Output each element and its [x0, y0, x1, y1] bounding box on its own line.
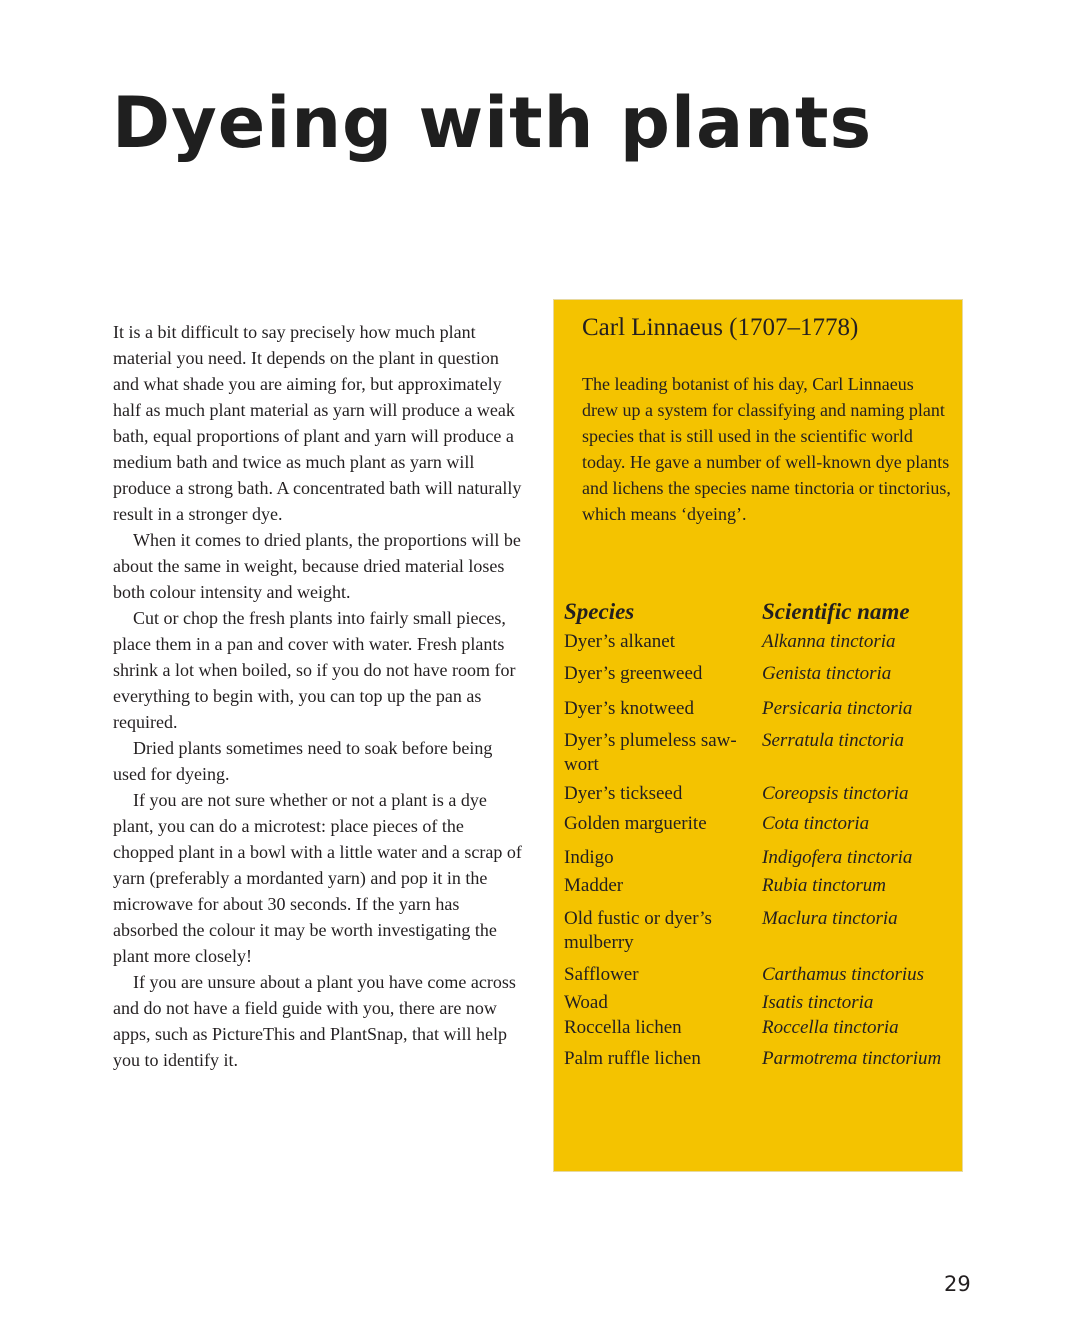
species-cell: Dyer’s alkanet [564, 631, 675, 652]
sidebar-text: The leading botanist of his day, Carl Linnaeus drew up a system for classifying and naming plant species that is still used in the scientific world today. He gave a number of well-known dye plants and lichens the species name tinctoria or tinctorius, which means ‘dyeing’. [582, 374, 951, 524]
scientific-name-cell: Rubia tinctorum [762, 875, 887, 896]
species-cell: Golden marguerite [564, 813, 707, 834]
species-cell: Dyer’s knotweed [564, 698, 694, 719]
scientific-name-cell: Isatis tinctoria [762, 992, 874, 1013]
scientific-name-cell: Coreopsis tinctoria [762, 783, 909, 804]
species-cell: Palm ruffle lichen [564, 1048, 701, 1069]
species-cell: Madder [564, 875, 624, 896]
species-column-header: Species [564, 599, 635, 624]
species-cell: Dyer’s tickseed [564, 783, 683, 804]
species-cell: Safflower [564, 964, 639, 985]
scientific-name-cell: Serratula tinctoria [762, 730, 904, 751]
scientific-name-cell: Alkanna tinctoria [762, 631, 896, 652]
body-text [113, 319, 527, 1073]
scientific-name-cell: Cota tinctoria [762, 813, 870, 834]
body-paragraph: When it comes to dried plants, the proportions will be about the same in weight, because dried material loses both colour intensity and weight. [113, 530, 521, 602]
species-cell: Woad [564, 992, 608, 1013]
species-cell: Dyer’s greenweed [564, 663, 703, 684]
scientific-name-cell: Indigofera tinctoria [762, 847, 913, 868]
linnaeus-sidebar [553, 299, 963, 1172]
species-cell: Old fustic or dyer’s mulberry [564, 908, 712, 953]
species-cell: Roccella lichen [564, 1017, 682, 1038]
scientific-name-cell: Parmotrema tinctorium [762, 1048, 942, 1069]
body-paragraph: Cut or chop the fresh plants into fairly small pieces, place them in a pan and cover with water. Fresh plants shrink a lot when boiled, so if you do not have room for everything to begin with, you can top up the pan as required. [113, 608, 516, 732]
sidebar-title: Carl Linnaeus (1707–1778) [582, 314, 859, 341]
scientific-name-cell: Genista tinctoria [762, 663, 892, 684]
body-paragraph: It is a bit difficult to say precisely how much plant material you need. It depends on the plant in question and what shade you are aiming for, but approximately half as much plant material as yarn will produce a weak bath, equal proportions of plant and yarn will produce a medium bath and twice as much plant as yarn will produce a strong bath. A concentrated bath will naturally result in a stronger dye. [113, 322, 522, 524]
scientific-name-cell: Roccella tinctoria [762, 1017, 899, 1038]
scientific-name-cell: Maclura tinctoria [762, 908, 898, 929]
page-number: 29 [944, 1272, 971, 1296]
body-paragraph: Dried plants sometimes need to soak before being used for dyeing. [113, 738, 493, 784]
scientific-name-column-header: Scientific name [762, 599, 910, 624]
species-cell: Dyer’s plumeless saw-wort [564, 730, 737, 775]
page-title: Dyeing with plants [112, 82, 873, 164]
scientific-name-cell: Carthamus tinctorius [762, 964, 925, 985]
body-paragraph: If you are not sure whether or not a plant is a dye plant, you can do a microtest: place pieces of the chopped plant in a bowl with a little water and a scrap of yarn (preferably a mordanted yarn) and pop it in the microwave for about 30 seconds. If the yarn has absorbed the colour it may be worth investigating the plant more closely! [113, 790, 522, 966]
species-cell: Indigo [564, 847, 614, 868]
body-paragraph: If you are unsure about a plant you have come across and do not have a field guide with you, there are now apps, such as PictureThis and PlantSnap, that will help you to identify it. [113, 972, 516, 1070]
scientific-name-cell: Persicaria tinctoria [762, 698, 913, 719]
